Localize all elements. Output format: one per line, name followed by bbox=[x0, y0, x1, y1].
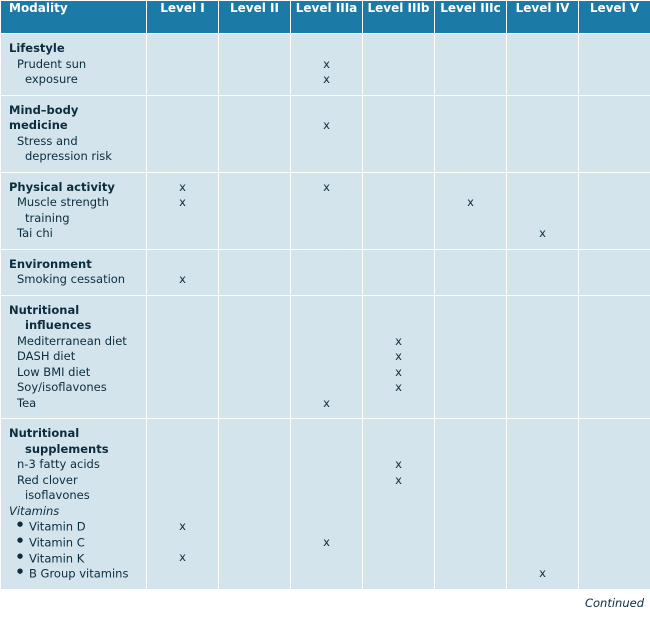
column-header-level-iv: Level IV bbox=[507, 1, 579, 34]
group-title-cont: influences bbox=[25, 318, 92, 332]
level-cell bbox=[507, 249, 579, 295]
level-cell bbox=[291, 295, 363, 419]
evidence-mark: x bbox=[395, 472, 402, 487]
level-cell bbox=[147, 295, 219, 419]
evidence-mark: x bbox=[323, 395, 330, 410]
evidence-mark: x bbox=[395, 364, 402, 379]
modality-item: isoflavones bbox=[25, 488, 90, 502]
column-header-level-v: Level V bbox=[579, 1, 650, 34]
table-row bbox=[1, 295, 650, 419]
level-cell bbox=[147, 249, 219, 295]
level-cell bbox=[579, 95, 650, 172]
table-row bbox=[1, 419, 650, 590]
level-cell bbox=[507, 95, 579, 172]
modality-item: Low BMI diet bbox=[17, 364, 91, 379]
evidence-mark: x bbox=[179, 195, 186, 209]
evidence-mark: x bbox=[179, 550, 186, 564]
modality-cell bbox=[1, 249, 147, 295]
level-cell bbox=[507, 419, 579, 590]
level-cell bbox=[363, 172, 435, 249]
modality-item: Tea bbox=[17, 395, 37, 410]
level-cell bbox=[363, 95, 435, 172]
level-cell bbox=[219, 249, 291, 295]
level-cell bbox=[363, 295, 435, 419]
group-title-cont: supplements bbox=[25, 441, 109, 456]
evidence-mark: x bbox=[539, 565, 546, 580]
column-header-level-iiia: Level IIIa bbox=[291, 1, 363, 34]
level-cell bbox=[147, 34, 219, 96]
modality-item: Stress and bbox=[17, 133, 78, 148]
modality-item: Red clover bbox=[17, 472, 78, 487]
evidence-mark: x bbox=[323, 56, 330, 71]
level-cell bbox=[219, 295, 291, 419]
evidence-mark: x bbox=[395, 349, 402, 363]
evidence-mark: x bbox=[323, 179, 330, 194]
modality-cell bbox=[1, 172, 147, 249]
table-row bbox=[1, 95, 650, 172]
level-cell bbox=[363, 34, 435, 96]
group-title: Environment bbox=[9, 256, 92, 271]
evidence-mark: x bbox=[323, 72, 330, 86]
table-row bbox=[1, 249, 650, 295]
table-row bbox=[1, 34, 650, 96]
evidence-mark: x bbox=[395, 380, 402, 394]
level-cell bbox=[507, 34, 579, 96]
evidence-mark: x bbox=[323, 534, 330, 549]
level-cell bbox=[291, 419, 363, 590]
modality-item: Tai chi bbox=[17, 226, 53, 240]
level-cell bbox=[147, 95, 219, 172]
modality-item: Muscle strength bbox=[17, 195, 109, 209]
level-cell bbox=[363, 249, 435, 295]
level-cell bbox=[435, 172, 507, 249]
modality-item: Soy/isoflavones bbox=[17, 380, 107, 394]
evidence-mark: x bbox=[179, 179, 186, 194]
column-header-modality: Modality bbox=[1, 1, 147, 34]
modality-item: exposure bbox=[25, 72, 78, 86]
level-cell bbox=[219, 95, 291, 172]
level-cell bbox=[291, 172, 363, 249]
evidence-mark: x bbox=[539, 226, 546, 240]
modality-item: ● Vitamin C bbox=[9, 535, 140, 551]
evidence-mark: x bbox=[179, 272, 186, 286]
modality-item: training bbox=[25, 210, 70, 225]
modality-cell bbox=[1, 419, 147, 590]
level-cell bbox=[291, 34, 363, 96]
table-row bbox=[1, 172, 650, 249]
evidence-mark: x bbox=[467, 195, 474, 209]
modality-item: Smoking cessation bbox=[17, 272, 126, 286]
group-title: Mind–body medicine bbox=[9, 102, 83, 132]
level-cell bbox=[579, 172, 650, 249]
level-cell bbox=[291, 95, 363, 172]
evidence-mark: x bbox=[395, 457, 402, 471]
group-title: Lifestyle bbox=[9, 41, 65, 55]
modality-item: DASH diet bbox=[17, 349, 76, 363]
column-header-level-i: Level I bbox=[147, 1, 219, 34]
modality-item: Prudent sun bbox=[17, 56, 87, 71]
level-cell bbox=[435, 95, 507, 172]
level-cell bbox=[435, 295, 507, 419]
column-header-level-ii: Level II bbox=[219, 1, 291, 34]
evidence-mark: x bbox=[323, 118, 330, 132]
column-header-level-iiib: Level IIIb bbox=[363, 1, 435, 34]
group-title: Nutritional bbox=[9, 426, 80, 440]
level-cell bbox=[147, 419, 219, 590]
modality-cell bbox=[1, 295, 147, 419]
level-cell bbox=[219, 172, 291, 249]
level-cell bbox=[435, 34, 507, 96]
group-title: Physical activity bbox=[9, 179, 115, 194]
level-cell bbox=[579, 295, 650, 419]
level-cell bbox=[219, 419, 291, 590]
table-body bbox=[1, 34, 650, 590]
level-cell bbox=[507, 172, 579, 249]
level-cell bbox=[291, 249, 363, 295]
level-cell bbox=[435, 419, 507, 590]
modality-item: ● Vitamin D bbox=[9, 519, 140, 535]
level-cell bbox=[219, 34, 291, 96]
table-header bbox=[1, 1, 650, 34]
continued-note: Continued bbox=[584, 596, 644, 610]
level-cell bbox=[579, 419, 650, 590]
column-header-level-iiic: Level IIIc bbox=[435, 1, 507, 34]
modality-item: depression risk bbox=[25, 149, 112, 163]
level-cell bbox=[435, 249, 507, 295]
modality-cell bbox=[1, 95, 147, 172]
level-cell bbox=[579, 34, 650, 96]
evidence-mark: x bbox=[179, 519, 186, 533]
level-cell bbox=[579, 249, 650, 295]
level-cell bbox=[147, 172, 219, 249]
group-title: Nutritional bbox=[9, 302, 80, 317]
level-cell bbox=[363, 419, 435, 590]
evidence-mark: x bbox=[395, 333, 402, 348]
modality-item: n-3 fatty acids bbox=[17, 457, 100, 471]
modality-item: ● Vitamin K bbox=[9, 551, 140, 567]
modality-item: ● B Group vitamins bbox=[9, 566, 140, 582]
modality-item: Vitamins bbox=[9, 503, 60, 518]
modality-cell bbox=[1, 34, 147, 96]
modality-item: Mediterranean diet bbox=[17, 333, 127, 348]
level-cell bbox=[507, 295, 579, 419]
table-header-row bbox=[1, 1, 650, 34]
